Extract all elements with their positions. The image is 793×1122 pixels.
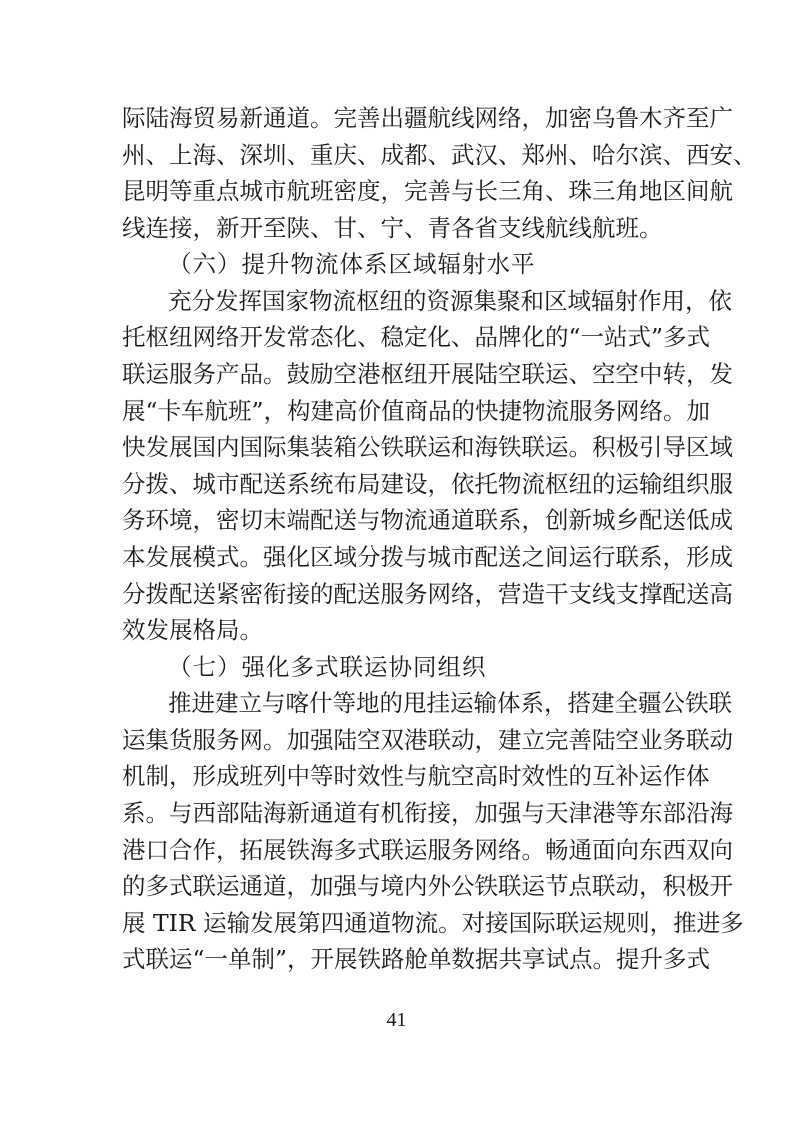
paragraph-line: 快发展国内国际集装箱公铁联运和海铁联运。积极引导区域 bbox=[122, 433, 733, 462]
paragraph-line: 分拨、城市配送系统布局建设，依托物流枢纽的运输组织服 bbox=[122, 469, 733, 498]
paragraph-line: 线连接，新开至陕、甘、宁、青各省支线航线航班。 bbox=[122, 213, 663, 242]
paragraph-line: 充分发挥国家物流枢纽的资源集聚和区域辐射作用，依 bbox=[168, 286, 732, 315]
paragraph-line: 机制，形成班列中等时效性与航空高时效性的互补运作体 bbox=[122, 762, 710, 791]
page-number: 41 bbox=[386, 1009, 407, 1031]
paragraph-line: 效发展格局。 bbox=[122, 616, 263, 645]
paragraph-line: 系。与西部陆海新通道有机衔接，加强与天津港等东部沿海 bbox=[122, 799, 733, 828]
paragraph-line: 本发展模式。强化区域分拨与城市配送之间运行联系，形成 bbox=[122, 542, 733, 571]
section-heading-6: （六）提升物流体系区域辐射水平 bbox=[168, 250, 536, 279]
paragraph-line: 州、上海、深圳、重庆、成都、武汉、郑州、哈尔滨、西安、 bbox=[122, 140, 757, 169]
section-heading-7: （七）强化多式联运协同组织 bbox=[168, 652, 487, 681]
paragraph-line: 际陆海贸易新通道。完善出疆航线网络，加密乌鲁木齐至广 bbox=[122, 104, 733, 132]
paragraph-line: 昆明等重点城市航班密度，完善与长三角、珠三角地区间航 bbox=[122, 177, 733, 206]
paragraph-line: 运集货服务网。加强陆空双港联动，建立完善陆空业务联动 bbox=[122, 725, 733, 754]
paragraph-line: 式联运“一单制”，开展铁路舱单数据共享试点。提升多式 bbox=[122, 945, 711, 974]
paragraph-line: 港口合作，拓展铁海多式联运服务网络。畅通面向东西双向 bbox=[122, 835, 733, 864]
paragraph-line: 的多式联运通道，加强与境内外公铁联运节点联动，积极开 bbox=[122, 872, 733, 901]
paragraph-line: 展“卡车航班”，构建高价值商品的快捷物流服务网络。加 bbox=[122, 396, 711, 425]
paragraph-line: 托枢纽网络开发常态化、稳定化、品牌化的“一站式”多式 bbox=[122, 323, 711, 352]
paragraph-line: 推进建立与喀什等地的甩挂运输体系，搭建全疆公铁联 bbox=[168, 689, 732, 718]
paragraph-line: 展 TIR 运输发展第四通道物流。对接国际联运规则，推进多 bbox=[122, 908, 744, 937]
paragraph-line: 分拨配送紧密衔接的配送服务网络，营造干支线支撑配送高 bbox=[122, 579, 733, 608]
paragraph-line: 联运服务产品。鼓励空港枢纽开展陆空联运、空空中转，发 bbox=[122, 360, 733, 389]
paragraph-line: 务环境，密切末端配送与物流通道联系，创新城乡配送低成 bbox=[122, 506, 733, 535]
